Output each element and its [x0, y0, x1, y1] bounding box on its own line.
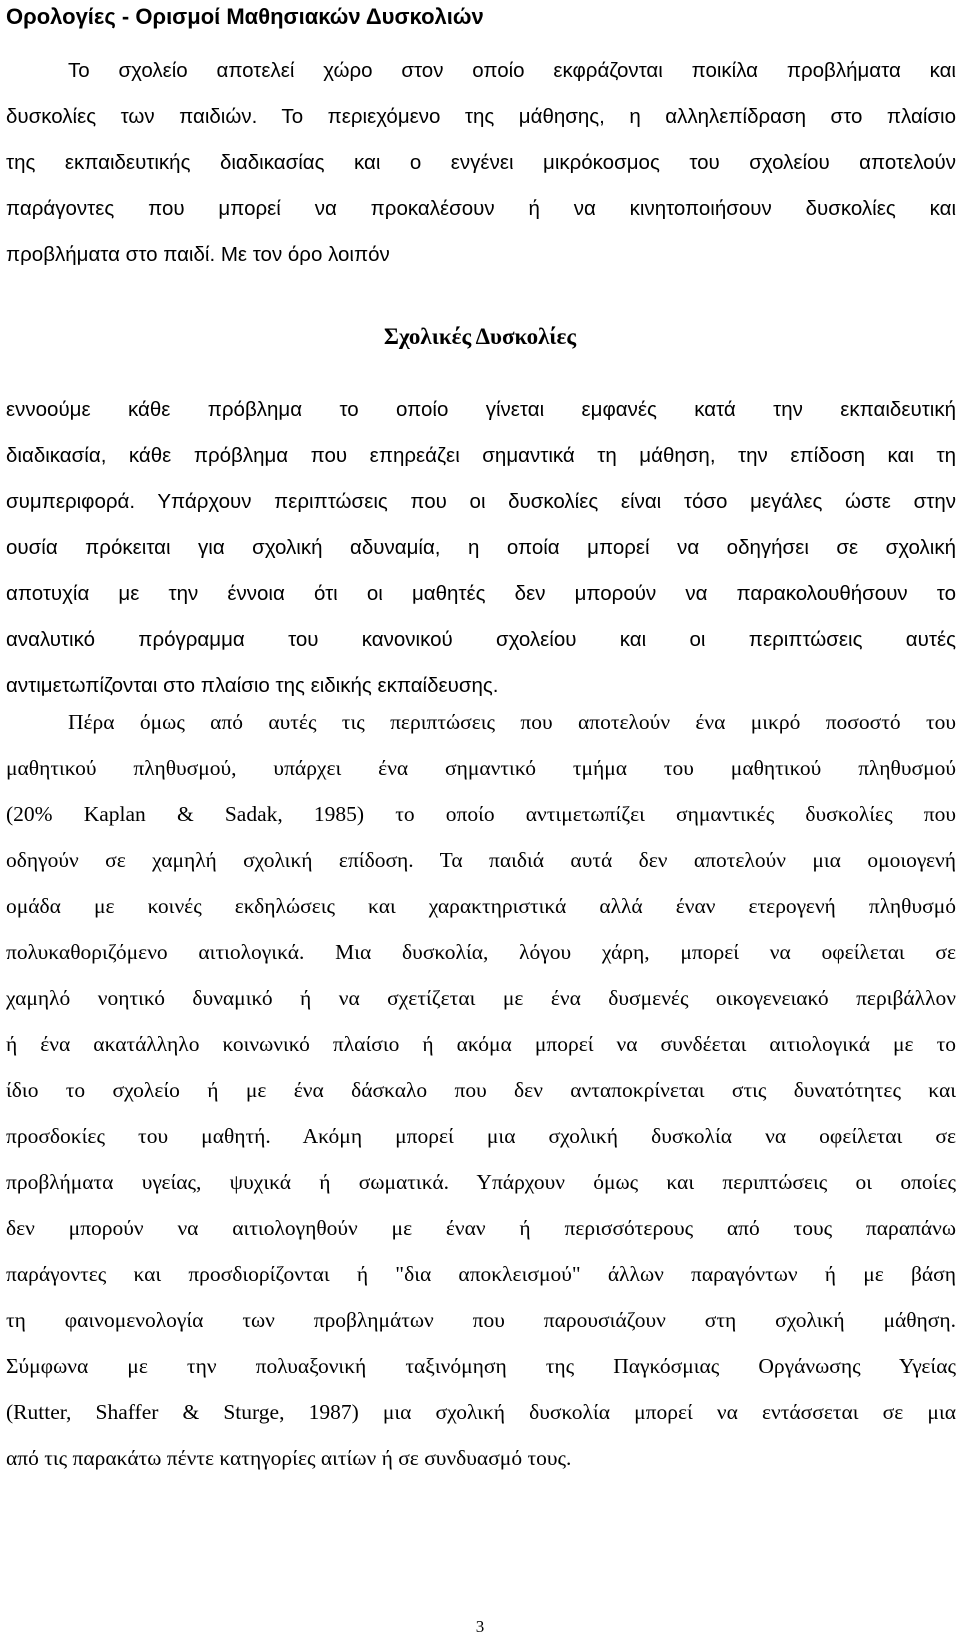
text-line: πολυκαθοριζόμενο αιτιολογικά. Μια δυσκολία, λόγου χάρη, μπορεί να οφείλεται σε [6, 940, 956, 964]
text-line: συμπεριφορά. Υπάρχουν περιπτώσεις που οι δυσκολίες είναι τόσο μεγάλες ώστε στην [6, 490, 956, 513]
text-line: χαμηλό νοητικό δυναμικό ή να σχετίζεται με ένα δυσμενές οικογενειακό περιβάλλον [6, 986, 956, 1010]
text-line: μαθητικού πληθυσμού, υπάρχει ένα σημαντικό τμήμα του μαθητικού πληθυσμού [6, 756, 956, 780]
text-line: διαδικασία, κάθε πρόβλημα που επηρεάζει σημαντικά τη μάθηση, την επίδοση και τη [6, 444, 956, 467]
text-line: οδηγούν σε χαμηλή σχολική επίδοση. Τα παιδιά αυτά δεν αποτελούν μια ομοιογενή [6, 848, 956, 872]
text-line: προβλήματα στο παιδί. Με τον όρο λοιπόν [6, 243, 390, 266]
text-line: αποτυχία με την έννοια ότι οι μαθητές δεν μπορούν να παρακολουθήσουν το [6, 582, 956, 605]
text-line: ή ένα ακατάλληλο κοινωνικό πλαίσιο ή ακόμα μπορεί να συνδέεται αιτιολογικά με το [6, 1032, 956, 1056]
page-title: Ορολογίες - Ορισμοί Μαθησιακών Δυσκολιών [6, 4, 484, 29]
text-line: παράγοντες και προσδιορίζονται ή "δια αποκλεισμού" άλλων παραγόντων ή με βάση [6, 1262, 956, 1286]
text-line: παράγοντες που μπορεί να προκαλέσουν ή να κινητοποιήσουν δυσκολίες και [6, 197, 956, 220]
text-line: προσδοκίες του μαθητή. Ακόμη μπορεί μια σχολική δυσκολία να οφείλεται σε [6, 1124, 956, 1148]
text-line: της εκπαιδευτικής διαδικασίας και ο ενγένει μικρόκοσμος του σχολείου αποτελούν [6, 151, 956, 174]
text-line: αντιμετωπίζονται στο πλαίσιο της ειδικής εκπαίδευσης. [6, 674, 499, 697]
text-line: Το σχολείο αποτελεί χώρο στον οποίο εκφράζονται ποικίλα προβλήματα και [68, 59, 956, 82]
definition-paragraph [6, 387, 956, 709]
page-number: 3 [475, 1617, 485, 1636]
text-line: εννοούμε κάθε πρόβλημα το οποίο γίνεται εμφανές κατά την εκπαιδευτική [6, 398, 956, 421]
text-line: από τις παρακάτω πέντε κατηγορίες αιτίων ή σε συνδυασμό τους. [6, 1446, 572, 1470]
text-line: ίδιο το σχολείο ή με ένα δάσκαλο που δεν ανταποκρίνεται στις δυνατότητες και [6, 1078, 956, 1102]
text-line: (20% Kaplan & Sadak, 1985) το οποίο αντιμετωπίζει σημαντικές δυσκολίες που [6, 802, 956, 826]
text-line: δυσκολίες των παιδιών. Το περιεχόμενο της μάθησης, η αλληλεπίδραση στο πλαίσιο [6, 105, 956, 128]
text-line: Σύμφωνα με την πολυαξονική ταξινόμηση της Παγκόσμιας Οργάνωσης Υγείας [6, 1354, 956, 1378]
text-line: προβλήματα υγείας, ψυχικά ή σωματικά. Υπάρχουν όμως και περιπτώσεις οι οποίες [6, 1170, 956, 1194]
text-line: ουσία πρόκειται για σχολική αδυναμία, η οποία μπορεί να οδηγήσει σε σχολική [6, 536, 956, 559]
text-line: (Rutter, Shaffer & Sturge, 1987) μια σχολική δυσκολία μπορεί να εντάσσεται σε μια [6, 1400, 956, 1424]
text-line: Πέρα όμως από αυτές τις περιπτώσεις που αποτελούν ένα μικρό ποσοστό του [68, 710, 956, 734]
body-paragraph [6, 699, 956, 1481]
text-line: ομάδα με κοινές εκδηλώσεις και χαρακτηριστικά αλλά έναν ετερογενή πληθυσμό [6, 894, 956, 918]
text-line: αναλυτικό πρόγραμμα του κανονικού σχολείου και οι περιπτώσεις αυτές [6, 628, 956, 651]
text-line: τη φαινομενολογία των προβλημάτων που παρουσιάζουν στη σχολική μάθηση. [6, 1308, 956, 1332]
text-line: δεν μπορούν να αιτιολογηθούν με έναν ή περισσότερους από τους παραπάνω [6, 1216, 956, 1240]
intro-paragraph [6, 48, 956, 278]
section-heading: Σχολικές Δυσκολίες [383, 324, 577, 349]
